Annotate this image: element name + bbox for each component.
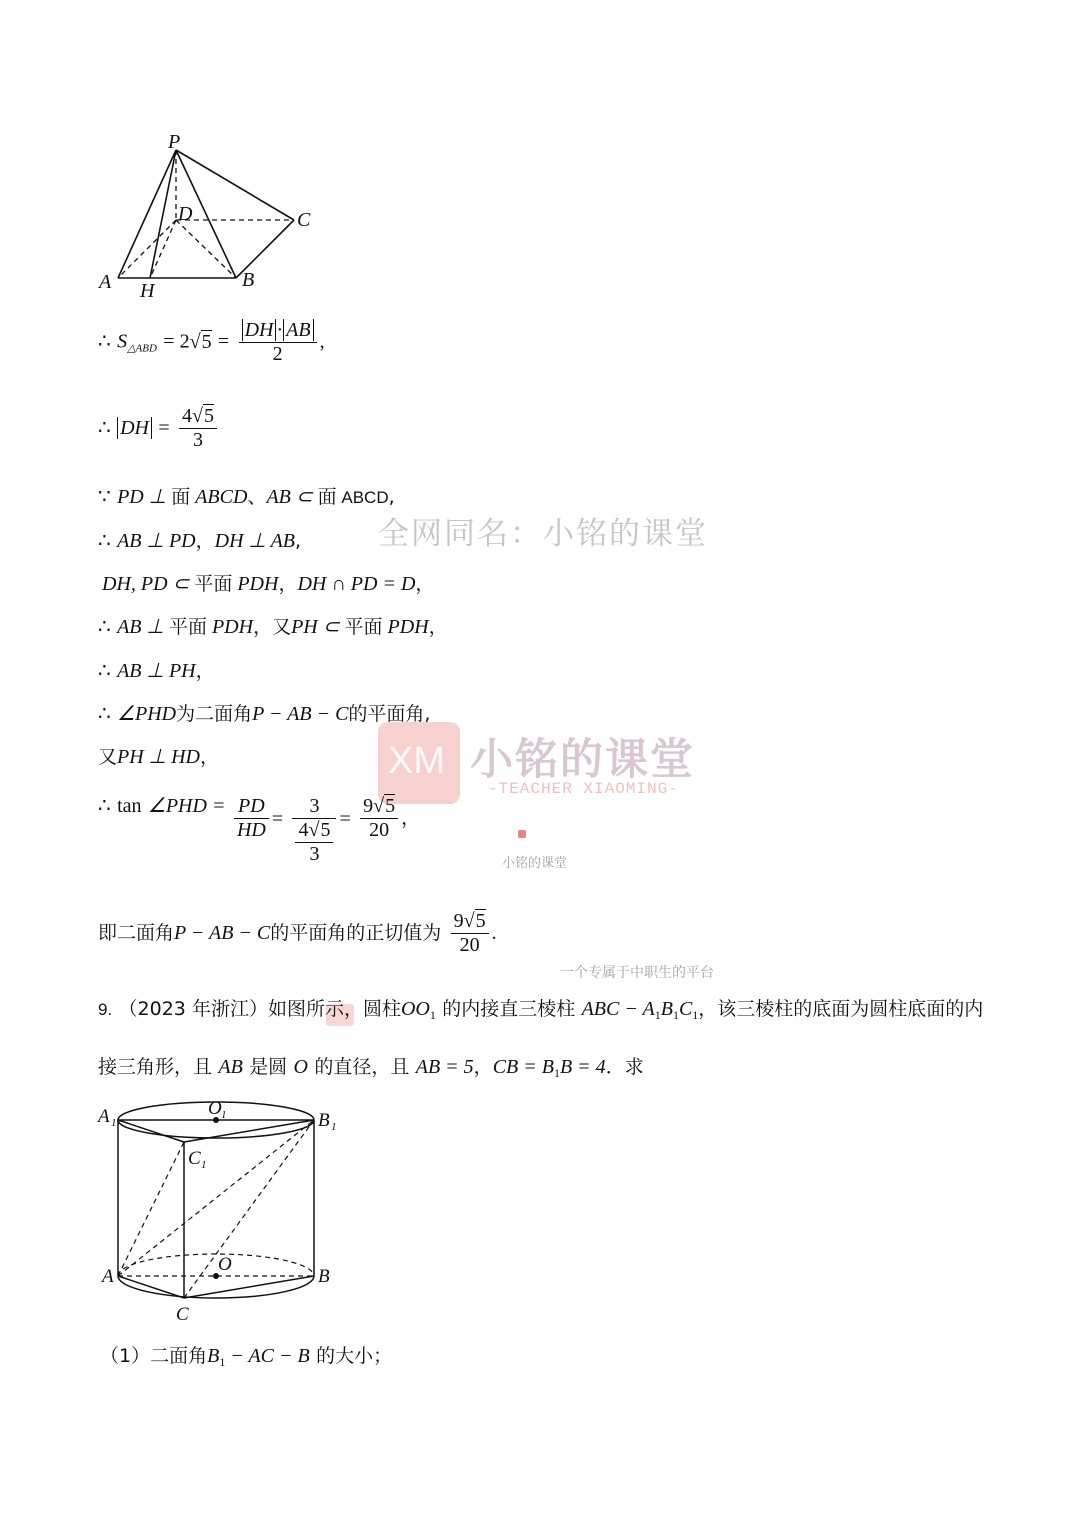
fraction: $\frac{PD}{HD}$: [234, 795, 269, 842]
problem-9-line-1: 9. （2023 年浙江）如图所示，圆柱$OO_1$ 的内接直三棱柱 ABC − $A_1B_1C_1$，该三棱柱的底面为圆柱底面的内: [98, 998, 984, 1022]
solution-line-3: ∵ PD ⊥ 面 ABCD、AB ⊂ 面 ABCD,: [98, 486, 395, 508]
fraction: $\frac{DH \cdot AB}{2}$: [239, 318, 317, 366]
cylinder-figure: [94, 1094, 344, 1326]
label-a: A: [99, 271, 112, 293]
fraction: $\frac{9√5}{20}$: [360, 795, 398, 842]
label-d: D: [178, 203, 193, 225]
watermark-small-name: 小铭的课堂: [502, 856, 568, 871]
fraction: $\frac{9√5}{20}$: [451, 910, 489, 957]
svg-text:1: 1: [201, 1159, 207, 1171]
fraction: $\frac{3}{\frac{4√5}{3}}$: [292, 795, 336, 866]
label-a: A: [102, 1266, 114, 1287]
solution-line-10: ∴ tan ∠PHD = $\frac{PD}{HD}$ = $\frac{3}{\frac{4√5}{3}}$ = $\frac{9√5}{20}$ ，: [98, 795, 421, 865]
watermark-logo-text: XM: [388, 740, 445, 782]
label-c1: C: [188, 1148, 201, 1169]
solution-line-2: ∴ DH = $\frac{4√5}{3}$: [98, 405, 220, 452]
watermark-title: 全网同名：小铭的课堂: [378, 516, 708, 552]
label-o: O: [218, 1254, 232, 1275]
solution-line-5: DH, PD ⊂ 平面 PDH，DH ∩ PD = D，: [102, 573, 435, 595]
watermark-slogan: 一个专属于中职生的平台: [560, 965, 714, 981]
solution-line-8: ∴ ∠PHD为二面角P − AB − C的平面角,: [98, 703, 431, 725]
solution-line-1: ∴ $S_{\triangle ABD} = 2√5$ = $\frac{DH \cdot AB}{2}$ ,: [98, 319, 325, 365]
label-a1: A: [98, 1106, 110, 1127]
label-h: H: [140, 280, 155, 300]
svg-text:1: 1: [331, 1121, 337, 1133]
label-p: P: [168, 131, 181, 153]
label-b: B: [242, 269, 255, 291]
problem-9-line-2: 接三角形，且 AB 是圆 O 的直径，且 AB = 5，CB = $B_1B = 4$．求: [98, 1056, 644, 1080]
solution-line-6: ∴ AB ⊥ 平面 PDH，又PH ⊂ 平面 PDH，: [98, 616, 448, 638]
label-o1: O: [208, 1098, 222, 1119]
solution-line-7: ∴ AB ⊥ PH，: [98, 660, 215, 682]
pyramid-figure: [96, 128, 326, 300]
watermark-mini-logo: [518, 830, 526, 838]
watermark-name: 小铭的课堂: [470, 735, 695, 785]
label-c: C: [297, 209, 311, 231]
solution-line-11: 即二面角P − AB − C的平面角的正切值为 $\frac{9√5}{20}$ .: [98, 910, 497, 956]
watermark-subtitle: -TEACHER XIAOMING-: [488, 780, 679, 798]
label-c: C: [176, 1304, 189, 1325]
svg-text:1: 1: [111, 1117, 117, 1129]
solution-line-4: ∴ AB ⊥ PD，DH ⊥ AB,: [98, 530, 302, 552]
fraction: $\frac{4√5}{3}$: [179, 405, 217, 452]
label-b: B: [318, 1266, 330, 1287]
watermark-logo-box: [378, 722, 460, 804]
problem-9-question-1: （1）二面角$B_1$ − AC − B 的大小；: [100, 1345, 393, 1369]
solution-line-9: 又PH ⊥ HD，: [98, 746, 219, 768]
svg-text:1: 1: [221, 1109, 227, 1121]
label-b1: B: [318, 1110, 330, 1131]
